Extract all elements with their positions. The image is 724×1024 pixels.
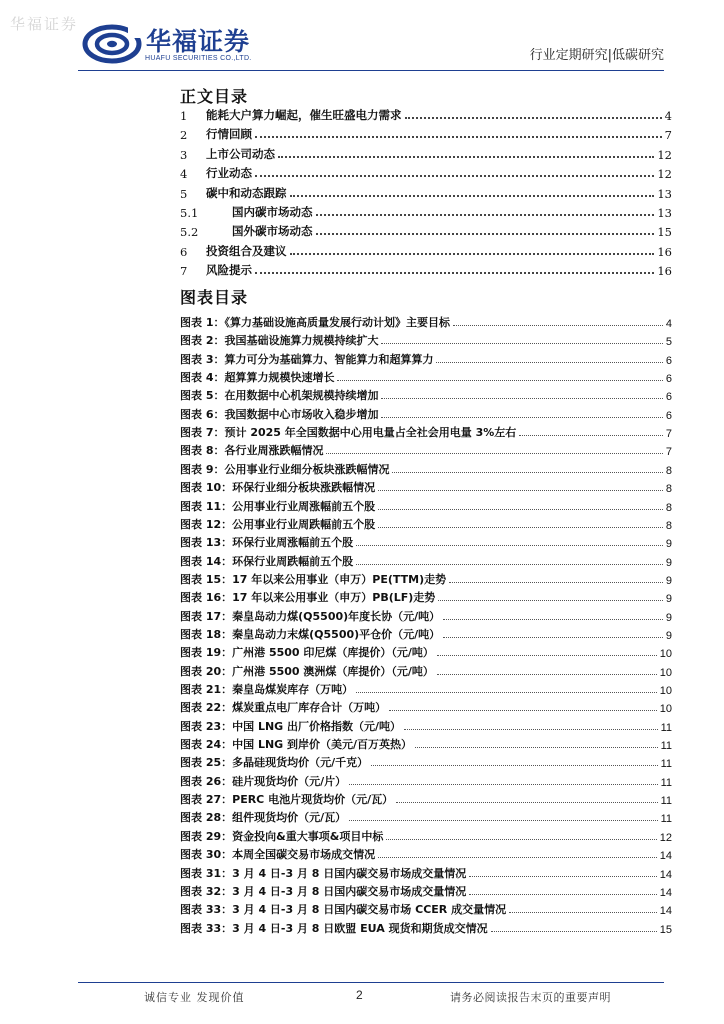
leader-dots (255, 136, 662, 138)
figure-item-label: 图表 28：组件现货均价（元/瓦） (180, 811, 347, 825)
figure-item[interactable] (180, 532, 672, 550)
figure-item-label: 图表 16：17 年以来公用事业（申万）PB(LF)走势 (180, 591, 436, 605)
figure-item[interactable] (180, 385, 672, 403)
figure-item-page: 14 (659, 850, 672, 863)
figure-item[interactable] (180, 422, 672, 440)
figure-item-page: 11 (660, 813, 672, 826)
toc-item-page: 16 (657, 264, 672, 279)
toc-item-label: 行情回顾 (206, 127, 252, 142)
page-number: 2 (356, 988, 363, 1002)
figure-item-label: 图表 29：资金投向&重大事项&项目中标 (180, 829, 384, 843)
figure-item-label: 图表 22：煤炭重点电厂库存合计（万吨） (180, 701, 387, 715)
figure-item-page: 7 (665, 446, 672, 459)
figure-item-page: 10 (659, 703, 672, 716)
leader-dots (290, 195, 655, 197)
leader-dots (443, 637, 663, 638)
leader-dots (381, 398, 662, 399)
figure-item-label: 图表 17：秦皇岛动力煤(Q5500)年度长协（元/吨） (180, 609, 441, 623)
figure-item[interactable] (180, 716, 672, 734)
figure-item-label: 图表 10：环保行业细分板块涨跌幅情况 (180, 481, 376, 495)
toc-item-label: 风险提示 (206, 263, 252, 278)
toc-item-page: 13 (657, 186, 672, 201)
figure-item-label: 图表 24：中国 LNG 到岸价（美元/百万英热） (180, 738, 413, 752)
figure-item-label: 图表 33：3 月 4 日-3 月 8 日国内碳交易市场 CCER 成交量情况 (180, 903, 507, 917)
toc-item-page: 16 (657, 244, 672, 259)
toc-item[interactable] (180, 104, 672, 123)
figure-item[interactable] (180, 863, 672, 881)
figure-item[interactable] (180, 459, 672, 477)
figure-item[interactable] (180, 807, 672, 825)
figure-item-page: 6 (665, 354, 672, 367)
figure-item[interactable] (180, 881, 672, 899)
leader-dots (491, 931, 657, 932)
figure-item-label: 图表 19：广州港 5500 印尼煤（库提价）（元/吨） (180, 646, 434, 660)
toc-item-page: 7 (664, 128, 672, 143)
figure-item-page: 10 (659, 685, 672, 697)
figure-item-page: 14 (659, 868, 672, 881)
leader-dots (290, 253, 655, 255)
figure-item[interactable] (180, 404, 672, 422)
figure-item[interactable] (180, 752, 672, 770)
figure-item[interactable] (180, 642, 672, 660)
toc-item[interactable] (180, 259, 672, 278)
logo-emblem-icon (82, 22, 142, 66)
figure-item-page: 12 (659, 831, 672, 844)
figure-item-page: 8 (665, 483, 672, 496)
figure-item-page: 9 (665, 556, 672, 569)
leader-dots (436, 362, 662, 363)
figure-item-label: 图表 5：在用数据中心机架规模持续增加 (180, 389, 379, 403)
toc-item-label: 国内碳市场动态 (232, 205, 313, 219)
figure-item[interactable] (180, 349, 672, 367)
figure-item-page: 8 (665, 519, 672, 532)
toc-item[interactable] (180, 182, 672, 201)
leader-dots (438, 600, 663, 601)
figure-item-label: 图表 18：秦皇岛动力末煤(Q5500)平仓价（元/吨） (180, 627, 441, 641)
figure-item-label: 图表 21：秦皇岛煤炭库存（万吨） (180, 683, 354, 696)
figure-item[interactable] (180, 679, 672, 697)
figure-item-page: 5 (665, 336, 672, 349)
report-type: 行业定期研究|低碳研究 (529, 48, 664, 63)
figure-item-page: 15 (659, 923, 672, 936)
leader-dots (443, 619, 663, 620)
company-logo (82, 22, 282, 66)
figure-item-label: 图表 2：我国基础设施算力规模持续扩大 (180, 334, 379, 348)
leader-dots (356, 692, 657, 693)
toc-item-label: 行业动态 (206, 166, 252, 181)
figure-item-page: 4 (665, 318, 672, 330)
leader-dots (378, 509, 663, 510)
figure-item[interactable] (180, 606, 672, 624)
figure-item[interactable] (180, 734, 672, 752)
toc-item-page: 4 (664, 109, 672, 123)
figure-item[interactable] (180, 440, 672, 458)
toc-item[interactable] (180, 201, 672, 220)
figure-item-label: 图表 8：各行业周涨跌幅情况 (180, 444, 324, 458)
header-divider (78, 70, 664, 71)
toc-item-number: 5.2 (180, 225, 199, 240)
toc-item-number: 2 (180, 128, 188, 143)
figure-item-label: 图表 7：预计 2025 年全国数据中心用电量占全社会用电量 3%左右 (180, 426, 517, 440)
figure-item-page: 10 (659, 648, 672, 661)
figure-item[interactable] (180, 367, 672, 385)
figure-item-label: 图表 4：超算算力规模快速增长 (180, 371, 335, 385)
leader-dots (255, 272, 654, 274)
figure-item-label: 图表 20：广州港 5500 澳洲煤（库提价）（元/吨） (180, 664, 434, 678)
figure-item[interactable] (180, 551, 672, 569)
figure-item[interactable] (180, 771, 672, 789)
figure-item-page: 11 (660, 758, 672, 771)
figure-item[interactable] (180, 587, 672, 605)
figure-item-page: 9 (665, 611, 672, 624)
leader-dots (378, 857, 657, 858)
figure-item-page: 8 (665, 464, 672, 477)
toc-item[interactable] (180, 143, 672, 162)
toc-item-number: 4 (180, 167, 188, 182)
toc-item-page: 12 (657, 147, 672, 162)
leader-dots (449, 582, 663, 583)
figure-item-page: 10 (659, 666, 672, 679)
figure-item-label: 图表 9：公用事业行业细分板块涨跌幅情况 (180, 462, 390, 476)
toc-item[interactable] (180, 240, 672, 259)
leader-dots (453, 325, 663, 326)
leader-dots (378, 490, 663, 491)
figure-item-label: 图表 26：硅片现货均价（元/片） (180, 774, 347, 788)
leader-dots (404, 729, 658, 730)
toc-item-number: 5.1 (180, 206, 199, 220)
figure-item-page: 6 (665, 391, 672, 404)
figure-item-label: 图表 23：中国 LNG 出厂价格指数（元/吨） (180, 719, 402, 733)
leader-dots (405, 117, 662, 119)
leader-dots (392, 472, 662, 473)
toc-item-label: 投资组合及建议 (206, 243, 287, 258)
figure-item[interactable] (180, 789, 672, 807)
toc-item-label: 能耗大户算力崛起，催生旺盛电力需求 (206, 108, 402, 122)
leader-dots (396, 802, 657, 803)
leader-dots (371, 765, 657, 766)
leader-dots (381, 417, 662, 418)
figure-item[interactable] (180, 496, 672, 514)
leader-dots (337, 380, 662, 381)
figure-item-page: 9 (665, 574, 672, 587)
leader-dots (509, 912, 657, 913)
watermark: 华福证券 (10, 15, 79, 33)
toc-item-label: 国外碳市场动态 (232, 224, 313, 239)
leader-dots (316, 214, 655, 216)
figure-item-page: 11 (660, 740, 672, 753)
footer-slogan: 诚信专业 发现价值 (144, 991, 245, 1004)
toc-item-page: 12 (657, 167, 672, 182)
figure-item[interactable] (180, 569, 672, 587)
toc-item-page: 13 (657, 206, 672, 220)
figure-item[interactable] (180, 661, 672, 679)
figure-item[interactable] (180, 697, 672, 715)
figure-item[interactable] (180, 312, 672, 330)
toc-item[interactable] (180, 123, 672, 142)
leader-dots (356, 564, 663, 565)
figure-item[interactable] (180, 624, 672, 642)
figure-item-label: 图表 25：多晶硅现货均价（元/千克） (180, 756, 369, 770)
figures-title: 图表目录 (180, 288, 249, 307)
figure-item-label: 图表 12：公用事业行业周跌幅前五个股 (180, 517, 376, 531)
leader-dots (437, 674, 657, 675)
leader-dots (349, 820, 657, 821)
leader-dots (278, 156, 654, 158)
logo-english-name: HUAFU SECURITIES CO.,LTD. (145, 55, 252, 62)
toc-title: 正文目录 (180, 87, 249, 106)
figure-item-page: 11 (660, 776, 672, 789)
leader-dots (255, 175, 654, 177)
figure-item[interactable] (180, 918, 672, 936)
footer-divider (78, 982, 664, 983)
leader-dots (519, 435, 663, 436)
figure-item[interactable] (180, 899, 672, 917)
toc-item[interactable] (180, 162, 672, 181)
leader-dots (381, 343, 662, 344)
toc-item[interactable] (180, 220, 672, 239)
logo-chinese-name: 华福证券 (146, 27, 251, 56)
leader-dots (386, 839, 656, 840)
figure-item-label: 图表 1：《算力基础设施高质量发展行动计划》主要目标 (180, 316, 450, 329)
figure-item-label: 图表 13：环保行业周涨幅前五个股 (180, 536, 354, 550)
figure-item-label: 图表 3：算力可分为基础算力、智能算力和超算算力 (180, 352, 434, 366)
figure-item[interactable] (180, 514, 672, 532)
toc-item-label: 上市公司动态 (206, 146, 275, 161)
figure-item-label: 图表 31：3 月 4 日-3 月 8 日国内碳交易市场成交量情况 (180, 866, 467, 880)
figure-item-page: 14 (659, 886, 672, 899)
figure-item[interactable] (180, 826, 672, 844)
figure-item-page: 14 (659, 905, 672, 918)
figure-item-page: 8 (665, 501, 672, 514)
toc-item-label: 碳中和动态跟踪 (206, 185, 287, 200)
figure-item[interactable] (180, 844, 672, 862)
toc-item-number: 1 (180, 109, 188, 123)
leader-dots (356, 545, 663, 546)
figure-item-label: 图表 27：PERC 电池片现货均价（元/瓦） (180, 793, 394, 807)
figure-item[interactable] (180, 330, 672, 348)
figure-item-page: 6 (665, 409, 672, 422)
leader-dots (389, 710, 657, 711)
leader-dots (378, 527, 663, 528)
toc-item-page: 15 (657, 225, 672, 240)
figure-item-label: 图表 15：17 年以来公用事业（申万）PE(TTM)走势 (180, 572, 447, 586)
leader-dots (316, 233, 655, 235)
leader-dots (349, 784, 657, 785)
figure-item-page: 7 (665, 428, 672, 441)
figure-item-page: 9 (665, 538, 672, 551)
leader-dots (469, 894, 656, 895)
leader-dots (469, 876, 656, 877)
figure-item-label: 图表 33：3 月 4 日-3 月 8 日欧盟 EUA 现货和期货成交情况 (180, 921, 488, 935)
toc-item-number: 3 (180, 147, 188, 162)
figure-item-label: 图表 6：我国数据中心市场收入稳步增加 (180, 407, 379, 421)
leader-dots (437, 655, 657, 656)
footer-disclaimer: 请务必阅读报告末页的重要声明 (450, 991, 611, 1004)
toc-item-number: 5 (180, 186, 188, 201)
figure-item-label: 图表 14：环保行业周跌幅前五个股 (180, 554, 354, 568)
figure-item-page: 9 (665, 593, 672, 606)
toc-item-number: 7 (180, 264, 188, 279)
toc-item-number: 6 (180, 244, 188, 259)
figure-item-page: 9 (665, 629, 672, 642)
leader-dots (326, 453, 662, 454)
figure-item-page: 11 (660, 795, 672, 808)
leader-dots (415, 747, 658, 748)
figure-item-label: 图表 32：3 月 4 日-3 月 8 日国内碳交易市场成交量情况 (180, 884, 467, 898)
figure-item-label: 图表 30：本周全国碳交易市场成交情况 (180, 848, 376, 862)
figure-item-page: 11 (660, 721, 672, 734)
figure-item-page: 6 (665, 373, 672, 386)
figure-item-label: 图表 11：公用事业行业周涨幅前五个股 (180, 499, 376, 513)
figure-item[interactable] (180, 477, 672, 495)
